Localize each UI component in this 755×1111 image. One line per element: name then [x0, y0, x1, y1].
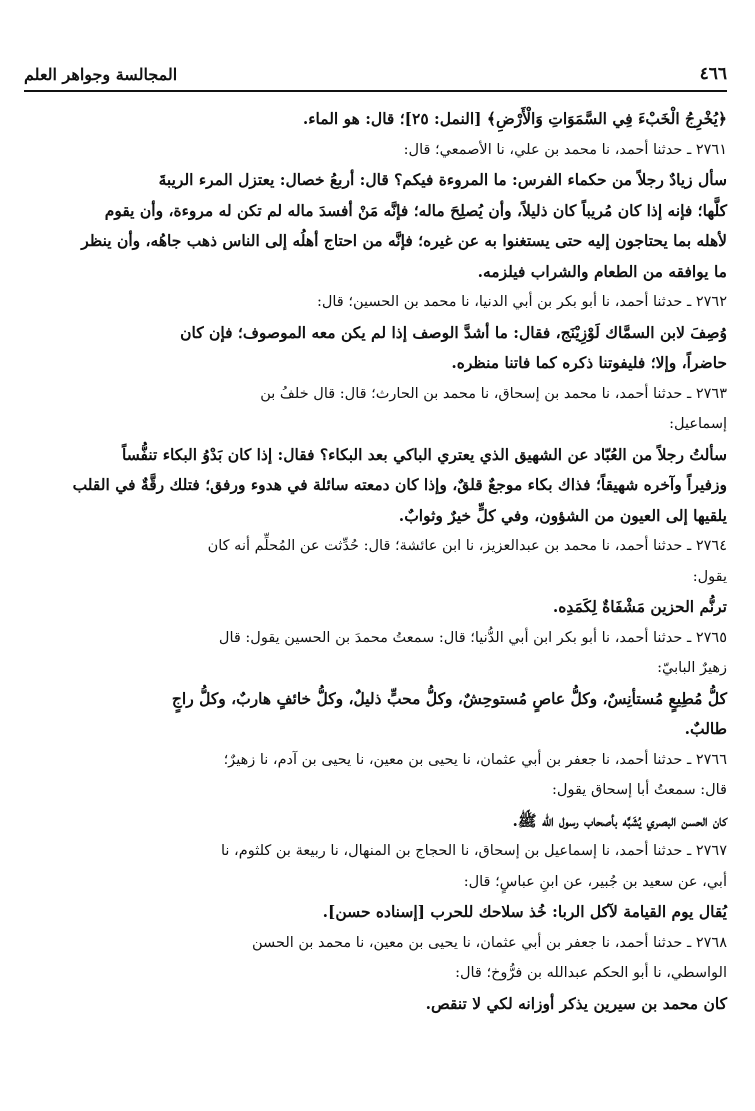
narration-line: قال: سمعتُ أبا إسحاق يقول: [552, 782, 727, 798]
narration-line: ٢٧٦٤ ـ حدثنا أحمد، نا محمد بن عبدالعزيز، نا ابن عائشة؛ قال: حُدِّثت عن المُحلِّم أنه كان [207, 538, 727, 554]
text-line: طالبٌ. [684, 719, 727, 738]
narration-line: ٢٧٦١ ـ حدثنا أحمد، نا محمد بن علي، نا الأصمعي؛ قال: [403, 141, 727, 158]
page-number: ٤٦٦ [699, 64, 727, 84]
text-line: ﴿يُخْرِجُ الْخَبْءَ فِي السَّمَوَاتِ وَالْأَرْضِ﴾ [النمل: ٢٥]؛ قال: هو الماء. [302, 109, 727, 128]
header-rule [24, 90, 727, 92]
narration-line: ٢٧٦٢ ـ حدثنا أحمد، نا أبو بكر بن أبي الدنيا، نا محمد بن الحسين؛ قال: [316, 294, 727, 310]
text-line: سأل زيادٌ رجلاً من حكماء الفرس: ما المروءة فيكم؟ قال: أربعُ خصال: يعتزل المرء الريبةَ [158, 170, 727, 189]
text-line: ترنُّم الحزين مَشْفَاةٌ لِكَمَدِه. [552, 597, 727, 616]
text-line: يلقيها إلى العيون من الشؤون، وفي كلٍّ خيرٌ وثوابٌ. [398, 505, 727, 525]
narration-line: ٢٧٦٧ ـ حدثنا أحمد، نا إسماعيل بن إسحاق، نا الحجاج بن المنهال، نا ربيعة بن كلثوم، نا [220, 843, 727, 859]
narration-line: ٢٧٦٣ ـ حدثنا أحمد، نا محمد بن إسحاق، نا محمد بن الحارث؛ قال: قال خلفُ بن [260, 385, 727, 402]
text-line: حاضراً، وإلا؛ فليفوتنا ذكره كما فاتنا منظره. [451, 353, 727, 372]
text-line: ما يوافقه من الطعام والشراب فيلزمه. [477, 261, 727, 281]
text-line: وزفيراً وآخره شهيقاً؛ فذاك بكاء موجعٌ قلقٌ، وإذا كان دمعته سائلة في هدوء ورفق؛ فتلك رقَّةٌ في القلب [72, 475, 727, 494]
text-line: كان محمد بن سيرين يذكر أوزانه لكي لا تنقص. [425, 993, 727, 1013]
narration-line: إسماعيل: [669, 416, 727, 432]
running-header [24, 58, 727, 88]
narration-line: أبي، عن سعيد بن جُبير، عن ابنِ عباسٍ؛ قال: [463, 873, 727, 890]
narration-line: يقول: [692, 568, 727, 585]
text-line: وُصِفَ لابن السمَّاك لَوْزِيْنَج، فقال: ما أشدَّ الوصف إذا لم يكن معه الموصوف؛ فإن كان [180, 322, 727, 342]
book-title: المجالسة وجواهر العلم [24, 65, 178, 84]
text-line: كلَّها؛ فإنه إذا كان مُريباً كان ذليلاً، وأن يُصلِحَ ماله؛ فإنَّه مَنْ أفسدَ ماله لم تكن له مروءة، وأن يقوم [104, 200, 727, 220]
text-line: سألتُ رجلاً من العُبّاد عن الشهيق الذي يعتري الباكي بعد البكاء؟ فقال: إذا كان بَدْوُ البكاء تنفُّساً [121, 444, 727, 464]
text-line: يُقال يوم القيامة لآكل الربا: خُذ سلاحك للحرب [إسناده حسن]. [322, 902, 727, 921]
narration-line: زهيرٌ البابيّ: [657, 660, 727, 676]
narration-line: الواسطي، نا أبو الحكم عبدالله بن فرُّوخ؛ قال: [455, 965, 727, 981]
narration-line: ٢٧٦٦ ـ حدثنا أحمد، نا جعفر بن أبي عثمان، نا يحيى بن معين، نا يحيى بن آدم، نا زهيرٌ؛ [223, 751, 727, 768]
narration-line: ٢٧٦٥ ـ حدثنا أحمد، نا أبو بكر ابن أبي الدُّنيا؛ قال: سمعتُ محمدَ بن الحسين يقول: قال [218, 629, 727, 646]
text-line: لأهله بما يحتاجون إليه حتى يستغنوا به عن غيره؛ فإنَّه من احتاج أهلُه إلى الناس ذهب جاهُه، وأن ينظر [81, 231, 727, 250]
text-line: كلُّ مُطِيعٍ مُستأنِسٌ، وكلُّ عاصٍ مُستوحِشٌ، وكلُّ محبٍّ ذليلٌ، وكلُّ خائفٍ هاربٌ، وكلُّ راجٍ [171, 688, 727, 708]
narration-line: ٢٧٦٨ ـ حدثنا أحمد، نا جعفر بن أبي عثمان، نا يحيى بن معين، نا محمد بن الحسن [251, 934, 727, 951]
page-body [24, 104, 727, 1019]
text-line: كان الحسن البصري يُشَبَّه بأصحاب رسول الله ﷺ. [512, 810, 727, 830]
